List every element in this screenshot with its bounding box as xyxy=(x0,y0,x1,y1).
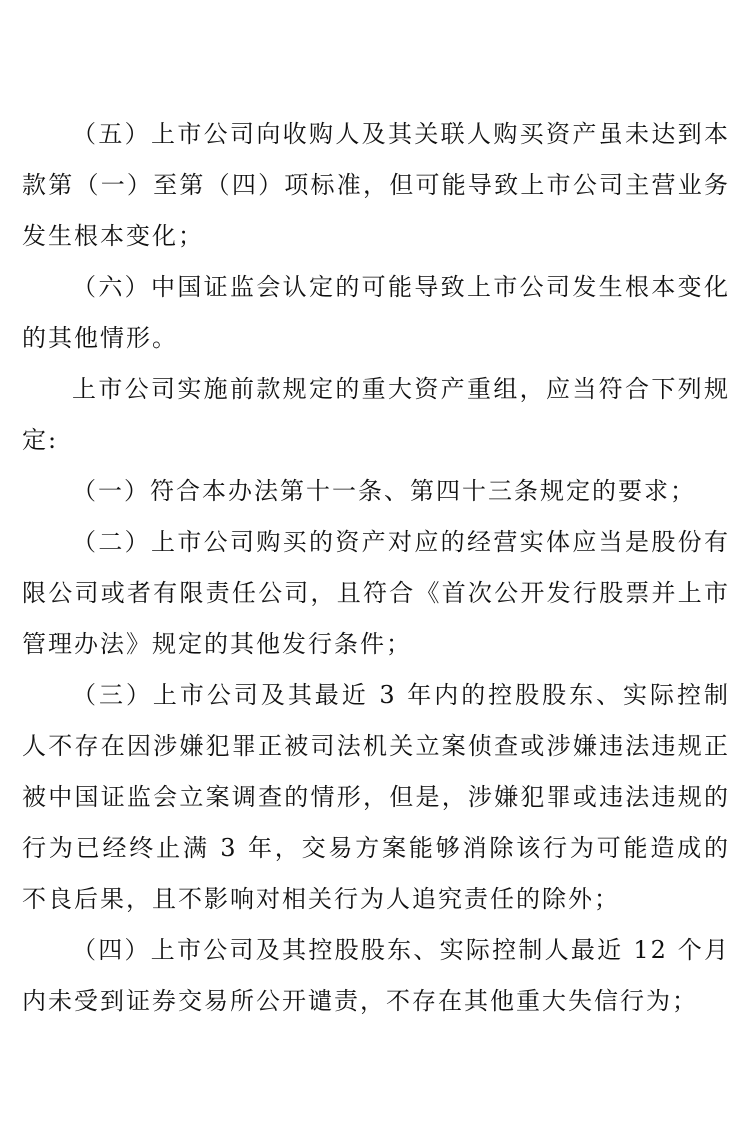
paragraph-requirement-4: （四）上市公司及其控股股东、实际控制人最近 12 个月内未受到证券交易所公开谴责，不存在其他重大失信行为； xyxy=(22,936,730,1015)
paragraph-clause-6: （六）中国证监会认定的可能导致上市公司发生根本变化的其他情形。 xyxy=(22,273,730,352)
document-body xyxy=(22,109,730,1027)
paragraph-clause-5: （五）上市公司向收购人及其关联人购买资产虽未达到本款第（一）至第（四）项标准，但可能导致上市公司主营业务发生根本变化； xyxy=(22,120,730,250)
paragraph-requirement-1: （一）符合本办法第十一条、第四十三条规定的要求； xyxy=(72,477,696,505)
paragraph-requirement-2: （二）上市公司购买的资产对应的经营实体应当是股份有限公司或者有限责任公司，且符合《首次公开发行股票并上市管理办法》规定的其他发行条件； xyxy=(22,528,730,658)
paragraph-requirements-intro: 上市公司实施前款规定的重大资产重组，应当符合下列规定: xyxy=(22,375,730,454)
paragraph-requirement-3: （三）上市公司及其最近 3 年内的控股股东、实际控制人不存在因涉嫌犯罪正被司法机关立案侦查或涉嫌违法违规正被中国证监会立案调查的情形，但是，涉嫌犯罪或违法违规的行为已经终止满 3 年，交易方案能够消除该行为可能造成的不良后果，且不影响对相关行为人追究责任的除外； xyxy=(22,681,730,913)
